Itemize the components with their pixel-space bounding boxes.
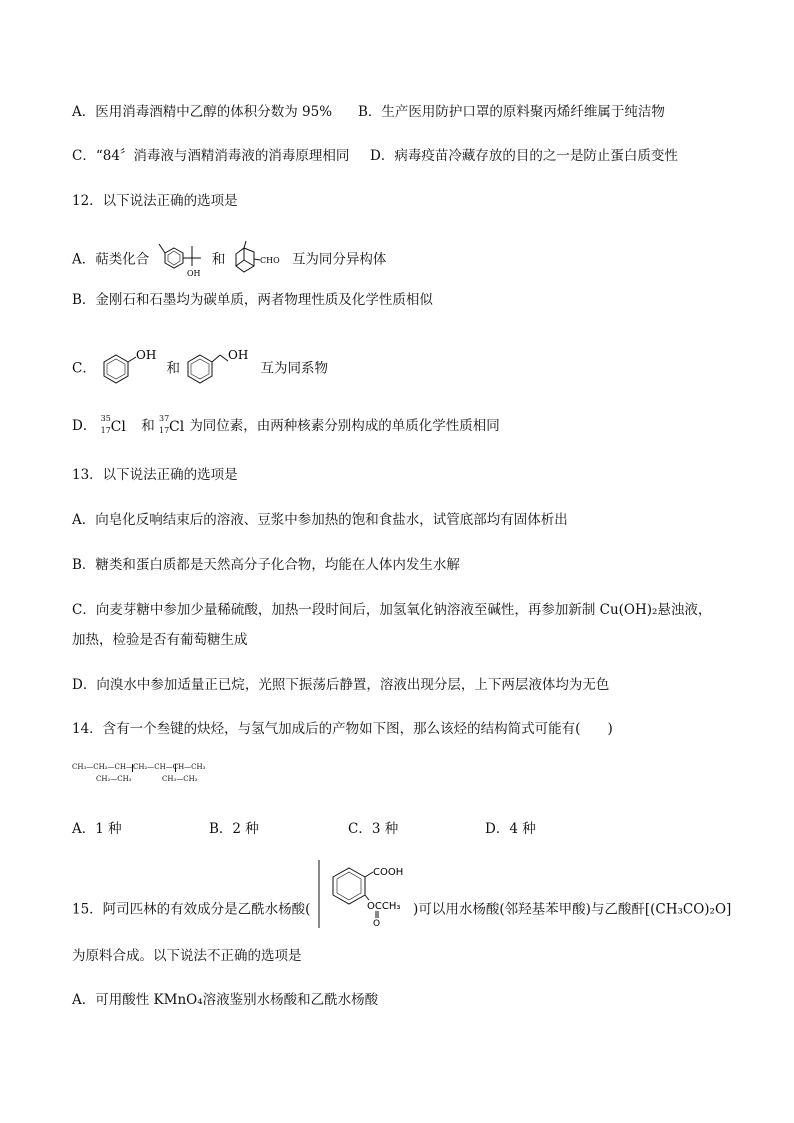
q14-structure-main: CH₃—CH₂—CH—CH₂—CH—CH—CH₃ [72, 763, 206, 771]
q14-product-structure [72, 762, 206, 783]
q13-option-a: A．向皂化反响结束后的溶液、豆浆中参加热的饱和食盐水，试管底部均有固体析出 [72, 512, 568, 528]
q14-stem: 14．含有一个叁键的炔烃，与氢气加成后的产物如下图，那么该烃的结构简式可能有( ) [72, 721, 613, 737]
benzyl-alcohol-structure [184, 349, 256, 389]
aspirin-cooh-label: COOH [372, 867, 403, 878]
q12-c-prefix: C． [72, 360, 96, 377]
phenol-structure [100, 349, 162, 389]
q12-option-a [72, 240, 386, 280]
q14-option-a: A．1 种 [72, 821, 122, 837]
q15-stem-line2: 为原料合成。以下说法不正确的选项是 [72, 948, 302, 964]
q12-option-b: B．金刚石和石墨均为碳单质，两者物理性质及化学性质相似 [72, 292, 433, 308]
q14-option-d: D．4 种 [485, 821, 536, 837]
q13-option-c-line2: 加热，检验是否有葡萄糖生成 [72, 632, 248, 648]
isotope-cl37: 37 17 Cl [159, 413, 185, 435]
isotope-cl35: 35 17 Cl [100, 413, 126, 435]
aspirin-occh3-label: OCCH₃ [366, 901, 401, 912]
q12-option-c [72, 349, 328, 389]
q15-stem-prefix: 15．阿司匹林的有效成分是乙酰水杨酸( [72, 901, 311, 918]
q12-a-prefix: A．萜类化合 [72, 251, 150, 268]
q11-option-a: A．医用消毒酒精中乙醇的体积分数为 95% [72, 104, 333, 120]
q12-stem: 12．以下说法正确的选项是 [72, 193, 238, 209]
q12-a-suffix: 互为同分异构体 [291, 251, 387, 268]
q12-d-suffix: 为同位素，由两种核素分别构成的单质化学性质相同 [189, 418, 500, 434]
q14-option-c: C．3 种 [348, 821, 399, 837]
q12-c-suffix: 互为同系物 [260, 360, 329, 377]
q15-stem-line1 [72, 867, 732, 932]
q12-d-and: 和 [141, 418, 155, 434]
benzyl-oh-label: OH [228, 349, 249, 362]
q14-structure-branch1: CH₂—CH₃ [96, 775, 132, 783]
q13-option-d: D．向溴水中参加适量正已烷，光照下振荡后静置，溶液出现分层，上下两层液体均为无色 [72, 677, 610, 693]
q12-a-and: 和 [211, 251, 226, 268]
q12-option-d [72, 413, 500, 437]
q11-option-b: B．生产医用防护口罩的原料聚丙烯纤维属于纯洁物 [358, 104, 665, 120]
aspirin-structure [315, 858, 409, 932]
phenol-oh-label: OH [136, 349, 157, 362]
q15-stem-suffix: )可以用水杨酸(邻羟基苯甲酸)与乙酸酐[(CH₃CO)₂O] [413, 901, 732, 918]
q14-option-b: B．2 种 [209, 821, 259, 837]
q15-option-a: A．可用酸性 KMnO₄溶液鉴别水杨酸和乙酰水杨酸 [72, 992, 379, 1008]
q13-stem: 13．以下说法正确的选项是 [72, 467, 238, 483]
q13-option-c-line1: C．向麦芽糖中参加少量稀硫酸，加热一段时间后，加氢氧化钠溶液至碱性，再参加新制 Cu(OH)₂悬浊液， [72, 602, 712, 618]
terpene-alcohol-structure [154, 240, 208, 280]
q13-option-b: B．糖类和蛋白质都是天然高分子化合物，均能在人体内发生水解 [72, 557, 460, 573]
q11-option-c: C．“84〞消毒液与酒精消毒液的消毒原理相同 [72, 148, 350, 164]
aspirin-o-label: O [372, 919, 380, 929]
q14-structure-branch2: CH₃—CH₃ [162, 775, 198, 783]
q11-option-d: D．病毒疫苗冷藏存放的目的之一是防止蛋白质变性 [370, 148, 678, 164]
q12-mol1-oh-label: OH [186, 269, 201, 278]
q12-mol2-cho-label: CHO [259, 256, 280, 265]
q12-d-prefix: D． [72, 418, 97, 434]
q12-c-and: 和 [166, 360, 180, 377]
bicyclic-aldehyde-structure [230, 240, 288, 280]
